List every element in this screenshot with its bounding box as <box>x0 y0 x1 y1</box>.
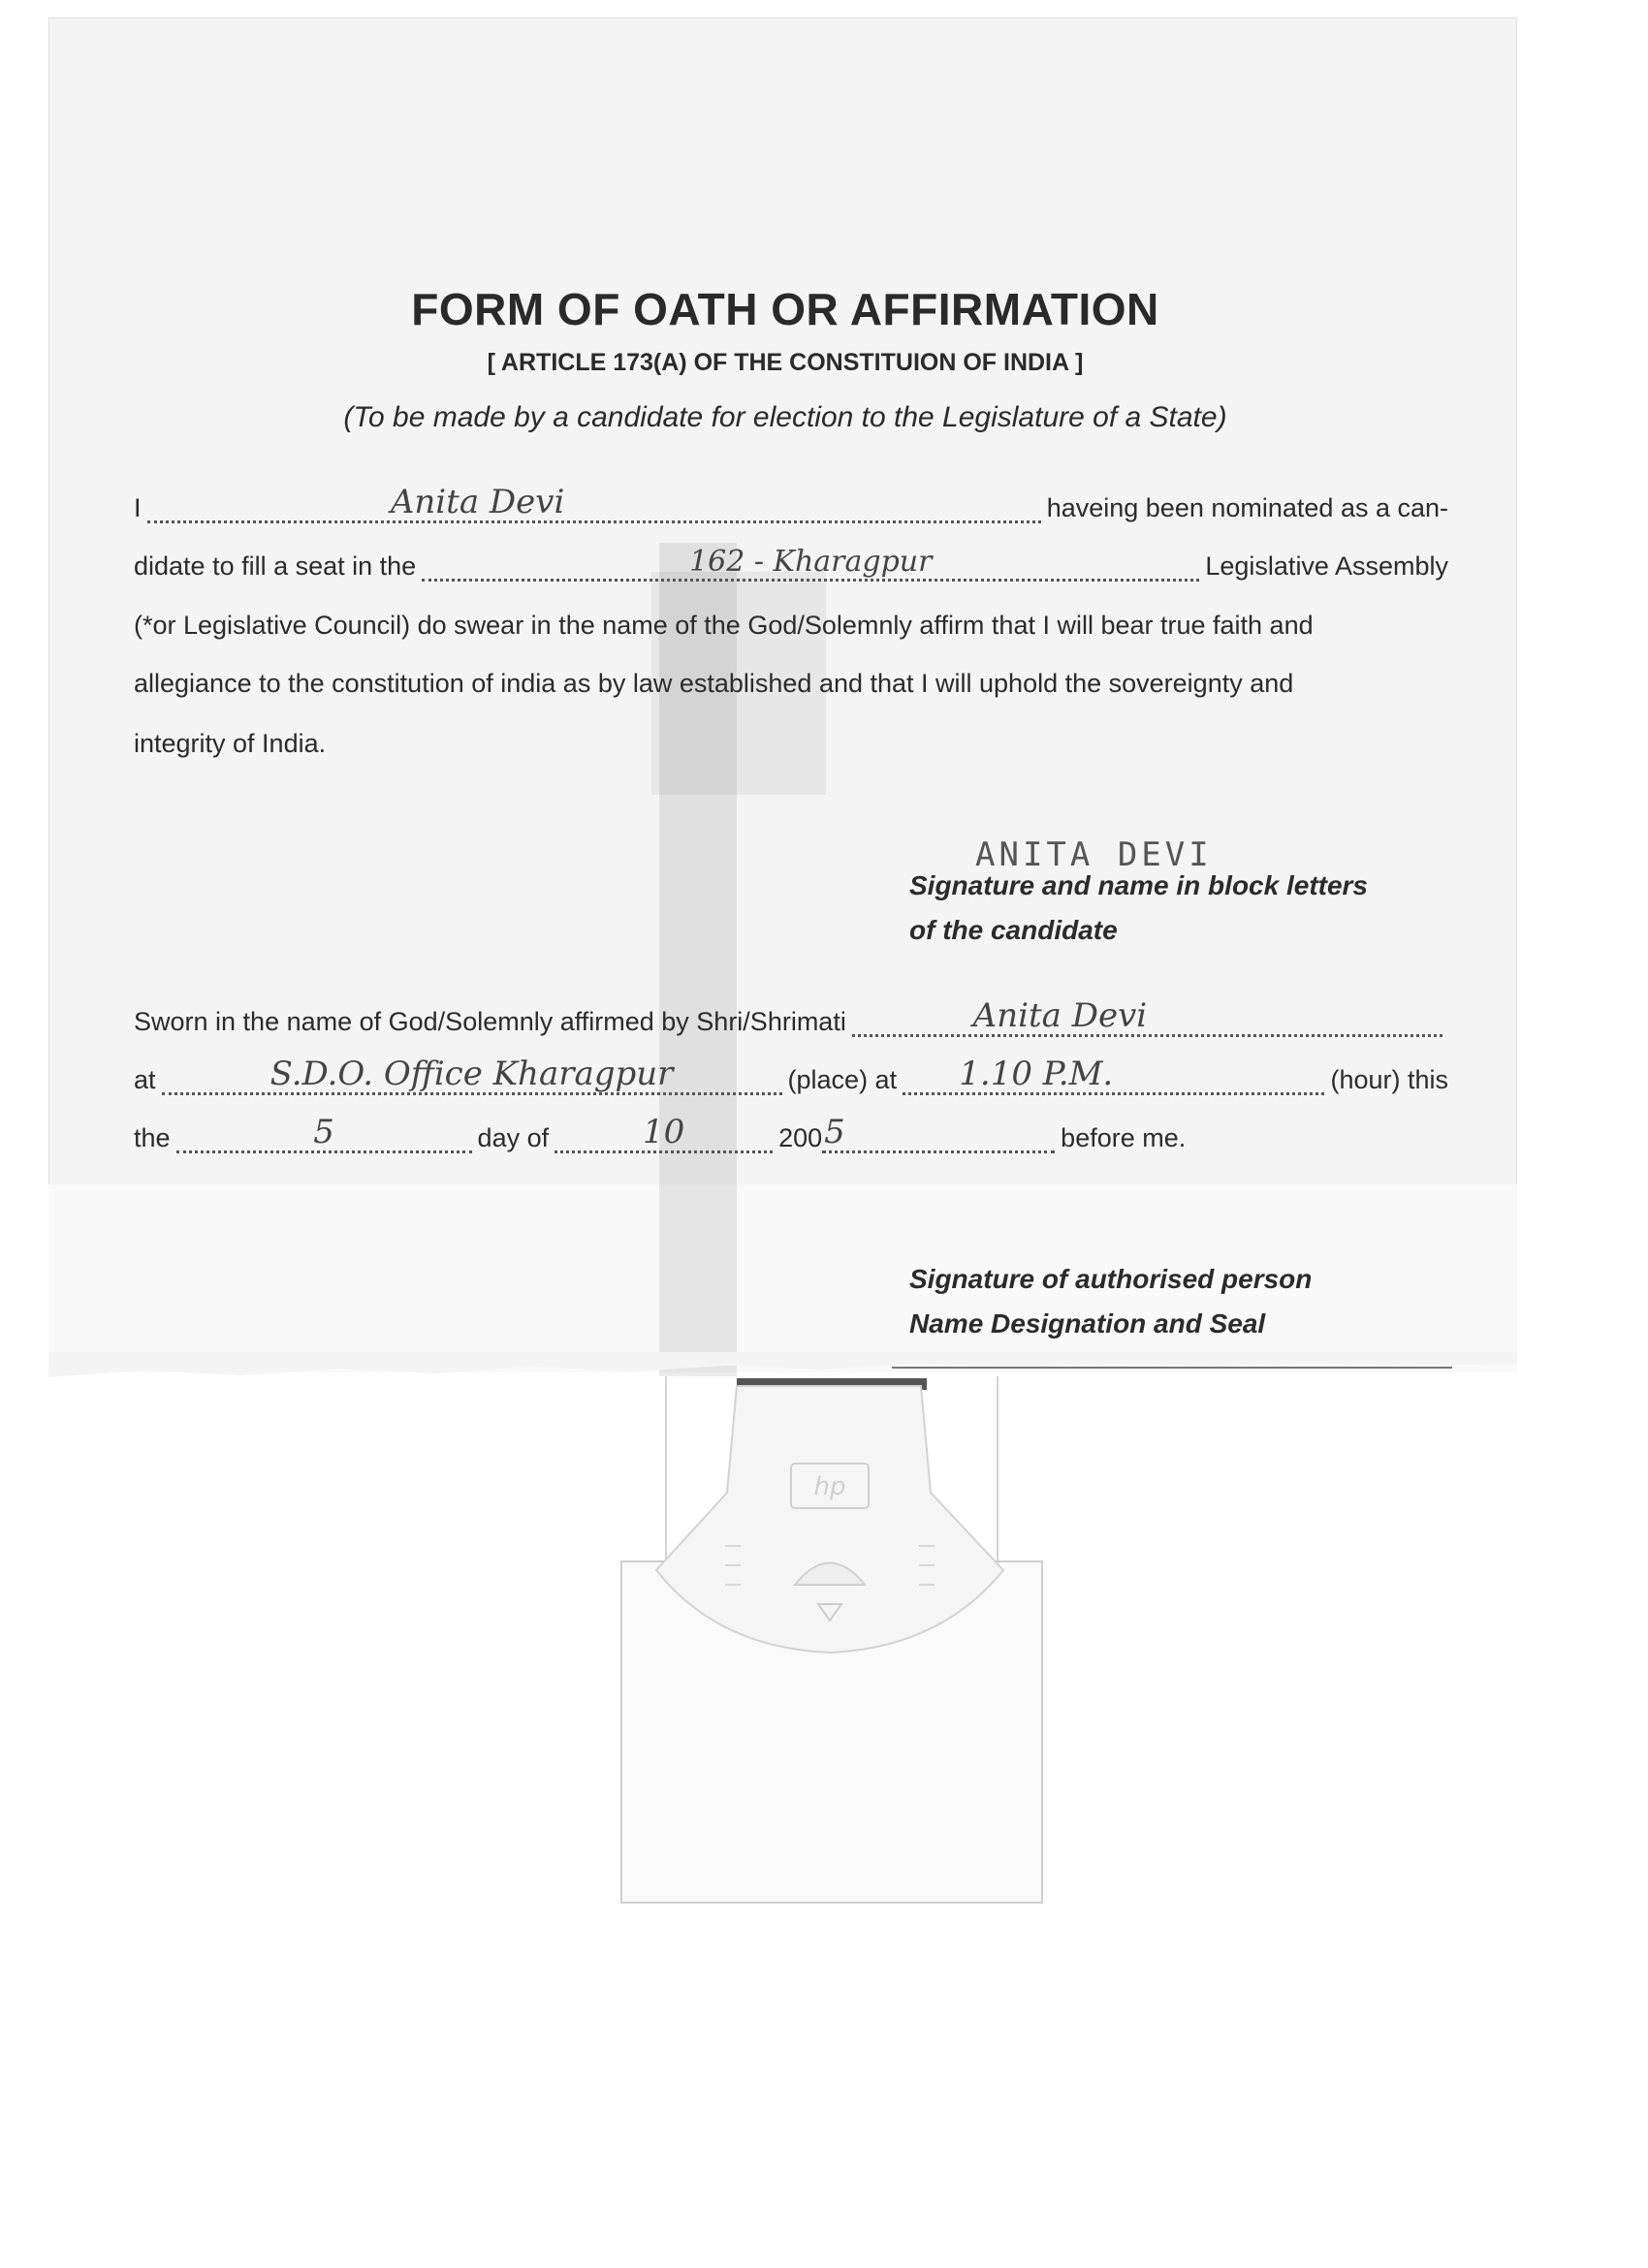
year-prefix: 200 <box>778 1123 823 1152</box>
candidate-signature-caption-2: of the candidate <box>909 915 1118 945</box>
form-purpose: (To be made by a candidate for election to the Legislature of a State) <box>343 401 1227 433</box>
oath-line-2 <box>134 543 1448 582</box>
hp-logo: hp <box>813 1472 846 1501</box>
tray-clip-icon <box>620 1376 1039 1686</box>
nominated-text: haveing been nominated as a can- <box>1046 493 1448 522</box>
at-label: at <box>134 1065 156 1094</box>
oath-line-5: integrity of India. <box>134 729 327 758</box>
sworn-name-field <box>852 996 1442 1037</box>
sworn-line-1 <box>134 998 1448 1037</box>
authorised-signature-caption: Signature of authorised person <box>909 1264 1313 1294</box>
label-i: I <box>134 493 142 522</box>
candidate-signature-caption: Signature and name in block letters <box>909 870 1369 900</box>
assembly-text: Legislative Assembly <box>1205 551 1448 581</box>
month-field <box>555 1113 773 1153</box>
candidate-name-field <box>147 483 1041 523</box>
sworn-text: Sworn in the name of God/Solemnly affirmed by Shri/Shrimati <box>134 1007 846 1036</box>
hour-field <box>903 1055 1324 1095</box>
day-handwritten: 5 <box>313 1113 334 1151</box>
day-of-label: day of <box>477 1123 550 1152</box>
place-handwritten: S.D.O. Office Kharagpur <box>269 1055 674 1093</box>
year-handwritten: 5 <box>824 1113 845 1151</box>
before-me-label: before me. <box>1061 1123 1187 1152</box>
sworn-name-handwritten: Anita Devi <box>972 996 1148 1035</box>
seat-text: didate to fill a seat in the <box>134 551 417 581</box>
oath-line-4: allegiance to the constitution of india as by law established and that I will uphold the sovereignty and <box>134 669 1294 698</box>
year-field <box>822 1113 1055 1153</box>
candidate-name-handwritten: Anita Devi <box>390 483 565 521</box>
oath-line-3: (*or Legislative Council) do swear in the name of the God/Solemnly affirm that I will bear true faith and <box>134 611 1314 640</box>
sworn-line-3 <box>134 1115 1448 1153</box>
hour-handwritten: 1.10 P.M. <box>959 1055 1114 1093</box>
hour-label: (hour) this <box>1330 1065 1448 1094</box>
authorised-seal-caption: Name Designation and Seal <box>909 1308 1266 1339</box>
oath-line-1 <box>134 485 1448 523</box>
candidate-block-letters-handwritten: ANITA DEVI <box>975 835 1213 874</box>
article-reference: [ ARTICLE 173(A) OF THE CONSTITUION OF INDIA ] <box>487 349 1084 376</box>
constituency-handwritten: 162 - Kharagpur <box>689 545 933 579</box>
scan-shadow-band <box>659 543 737 1376</box>
constituency-field <box>422 545 1199 582</box>
form-title: FORM OF OATH OR AFFIRMATION <box>411 284 1159 334</box>
day-field <box>176 1113 472 1153</box>
sworn-line-2 <box>134 1056 1448 1095</box>
place-field <box>162 1055 782 1095</box>
place-label: (place) at <box>787 1065 898 1094</box>
bottom-rule <box>892 1367 1452 1369</box>
month-handwritten: 10 <box>642 1113 685 1151</box>
the-label: the <box>134 1123 171 1152</box>
